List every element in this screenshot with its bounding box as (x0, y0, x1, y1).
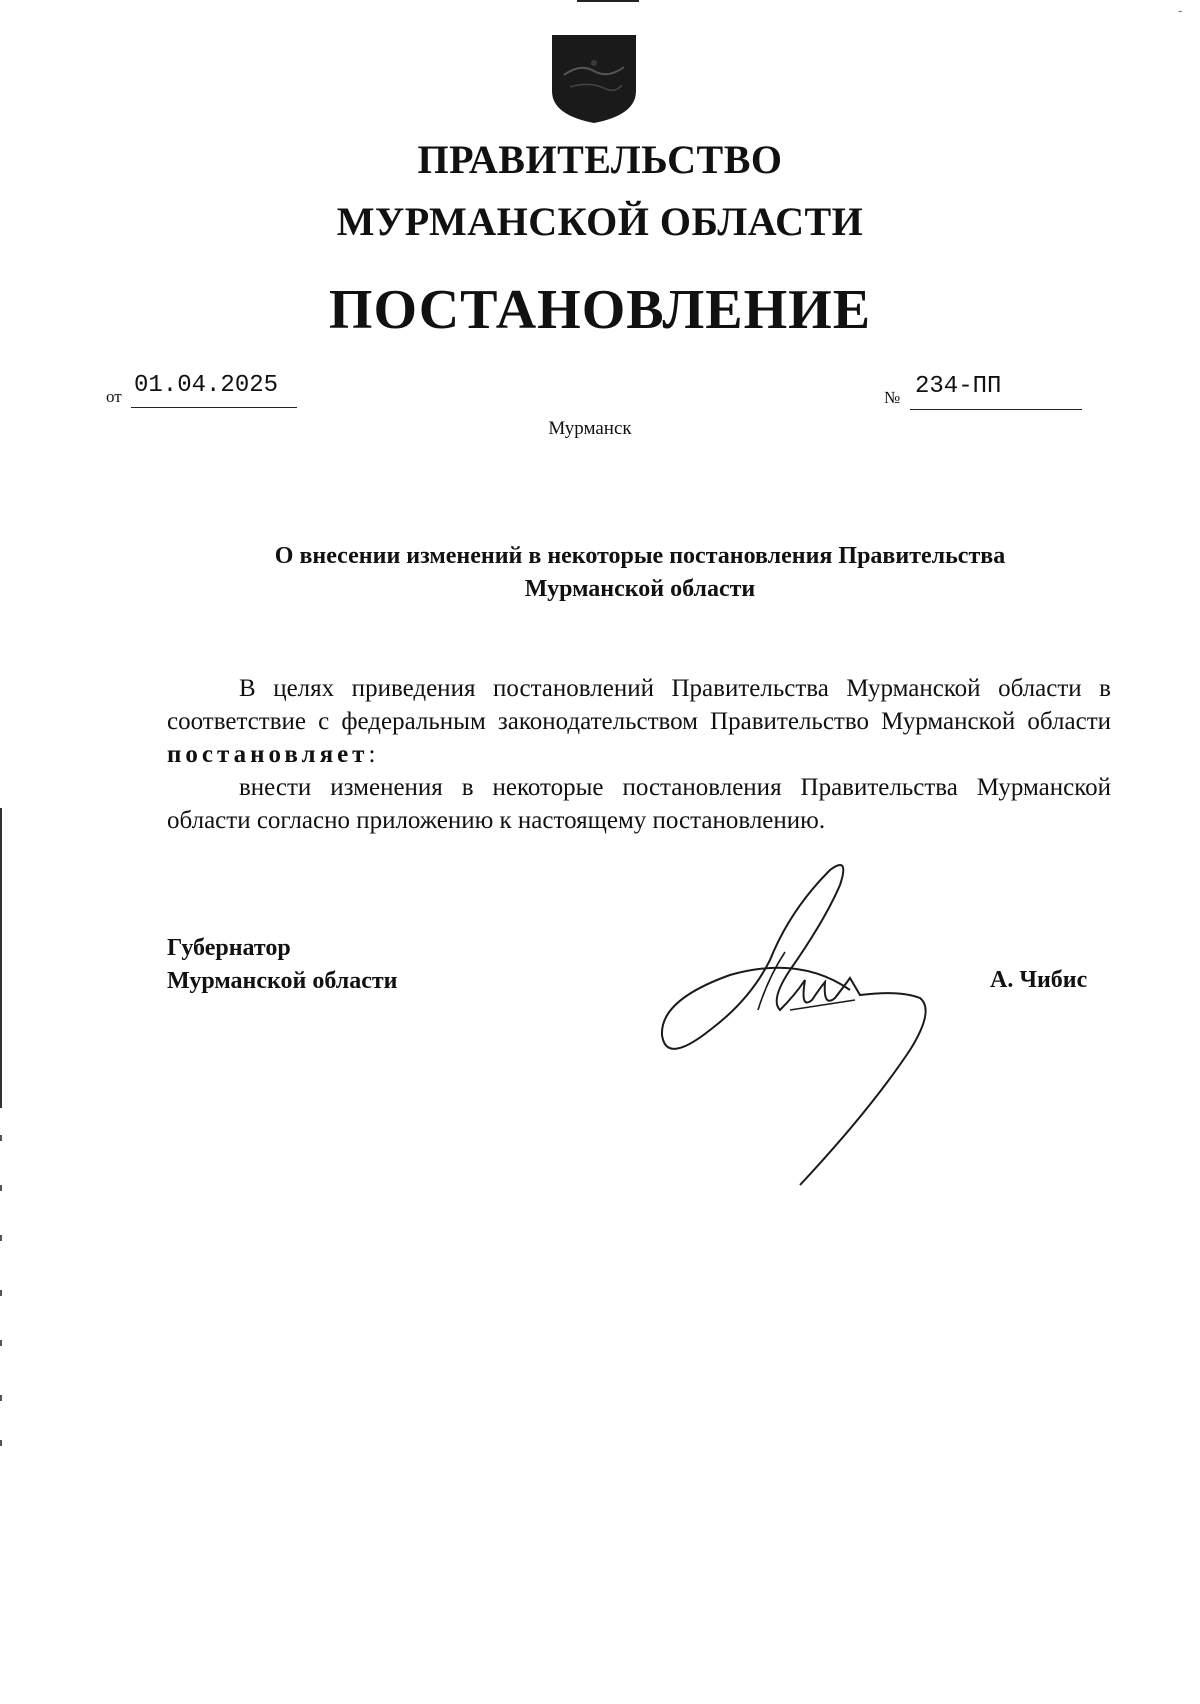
number-prefix: № (884, 388, 901, 407)
scan-margin-line (0, 808, 2, 1108)
date-underline (131, 407, 297, 408)
document-number: 234-ПП (915, 373, 1002, 400)
subject-line2: Мурманской области (524, 576, 756, 602)
scan-margin-dot (0, 1235, 2, 1241)
document-subject (160, 540, 1120, 606)
city-name: Мурманск (548, 418, 632, 439)
government-title-line1: ПРАВИТЕЛЬСТВО (417, 137, 783, 182)
coat-of-arms-emblem (550, 33, 638, 125)
scan-margin-dot (0, 1440, 2, 1446)
signer-position (167, 932, 397, 998)
subject-line1: О внесении изменений в некоторые постановления Правительства (274, 543, 1006, 569)
scan-margin-dot (0, 1135, 2, 1141)
signer-name: А. Чибис (990, 967, 1088, 993)
top-edge-mark (577, 0, 639, 2)
position-line1: Губернатор (167, 935, 291, 961)
date-value: 01.04.2025 (134, 372, 279, 399)
government-title-line2: МУРМАНСКОЙ ОБЛАСТИ (336, 199, 864, 244)
body-paragraph1 (167, 672, 1111, 771)
handwritten-signature (640, 860, 940, 1190)
paragraph1-text: В целях приведения постановлений Правительства Мурманской области в соответствие с федеральным законодательством Правительство Мурманской области (167, 675, 1111, 735)
corner-mark: - (1178, 2, 1183, 18)
document-type-heading: ПОСТАНОВЛЕНИЕ (328, 279, 872, 341)
document-body (167, 672, 1111, 837)
decree-keyword: постановляет (167, 741, 369, 768)
scan-margin-dot (0, 1185, 2, 1191)
date-prefix: от (106, 387, 122, 406)
paragraph1-colon: : (368, 741, 376, 768)
scan-margin-dot (0, 1290, 2, 1296)
scan-margin-dot (0, 1340, 2, 1346)
scan-margin-dot (0, 1395, 2, 1401)
number-underline (910, 409, 1082, 410)
position-line2: Мурманской области (167, 968, 398, 994)
body-paragraph2: внести изменения в некоторые постановления Правительства Мурманской области согласно приложению к настоящему постановлению. (167, 774, 1111, 834)
